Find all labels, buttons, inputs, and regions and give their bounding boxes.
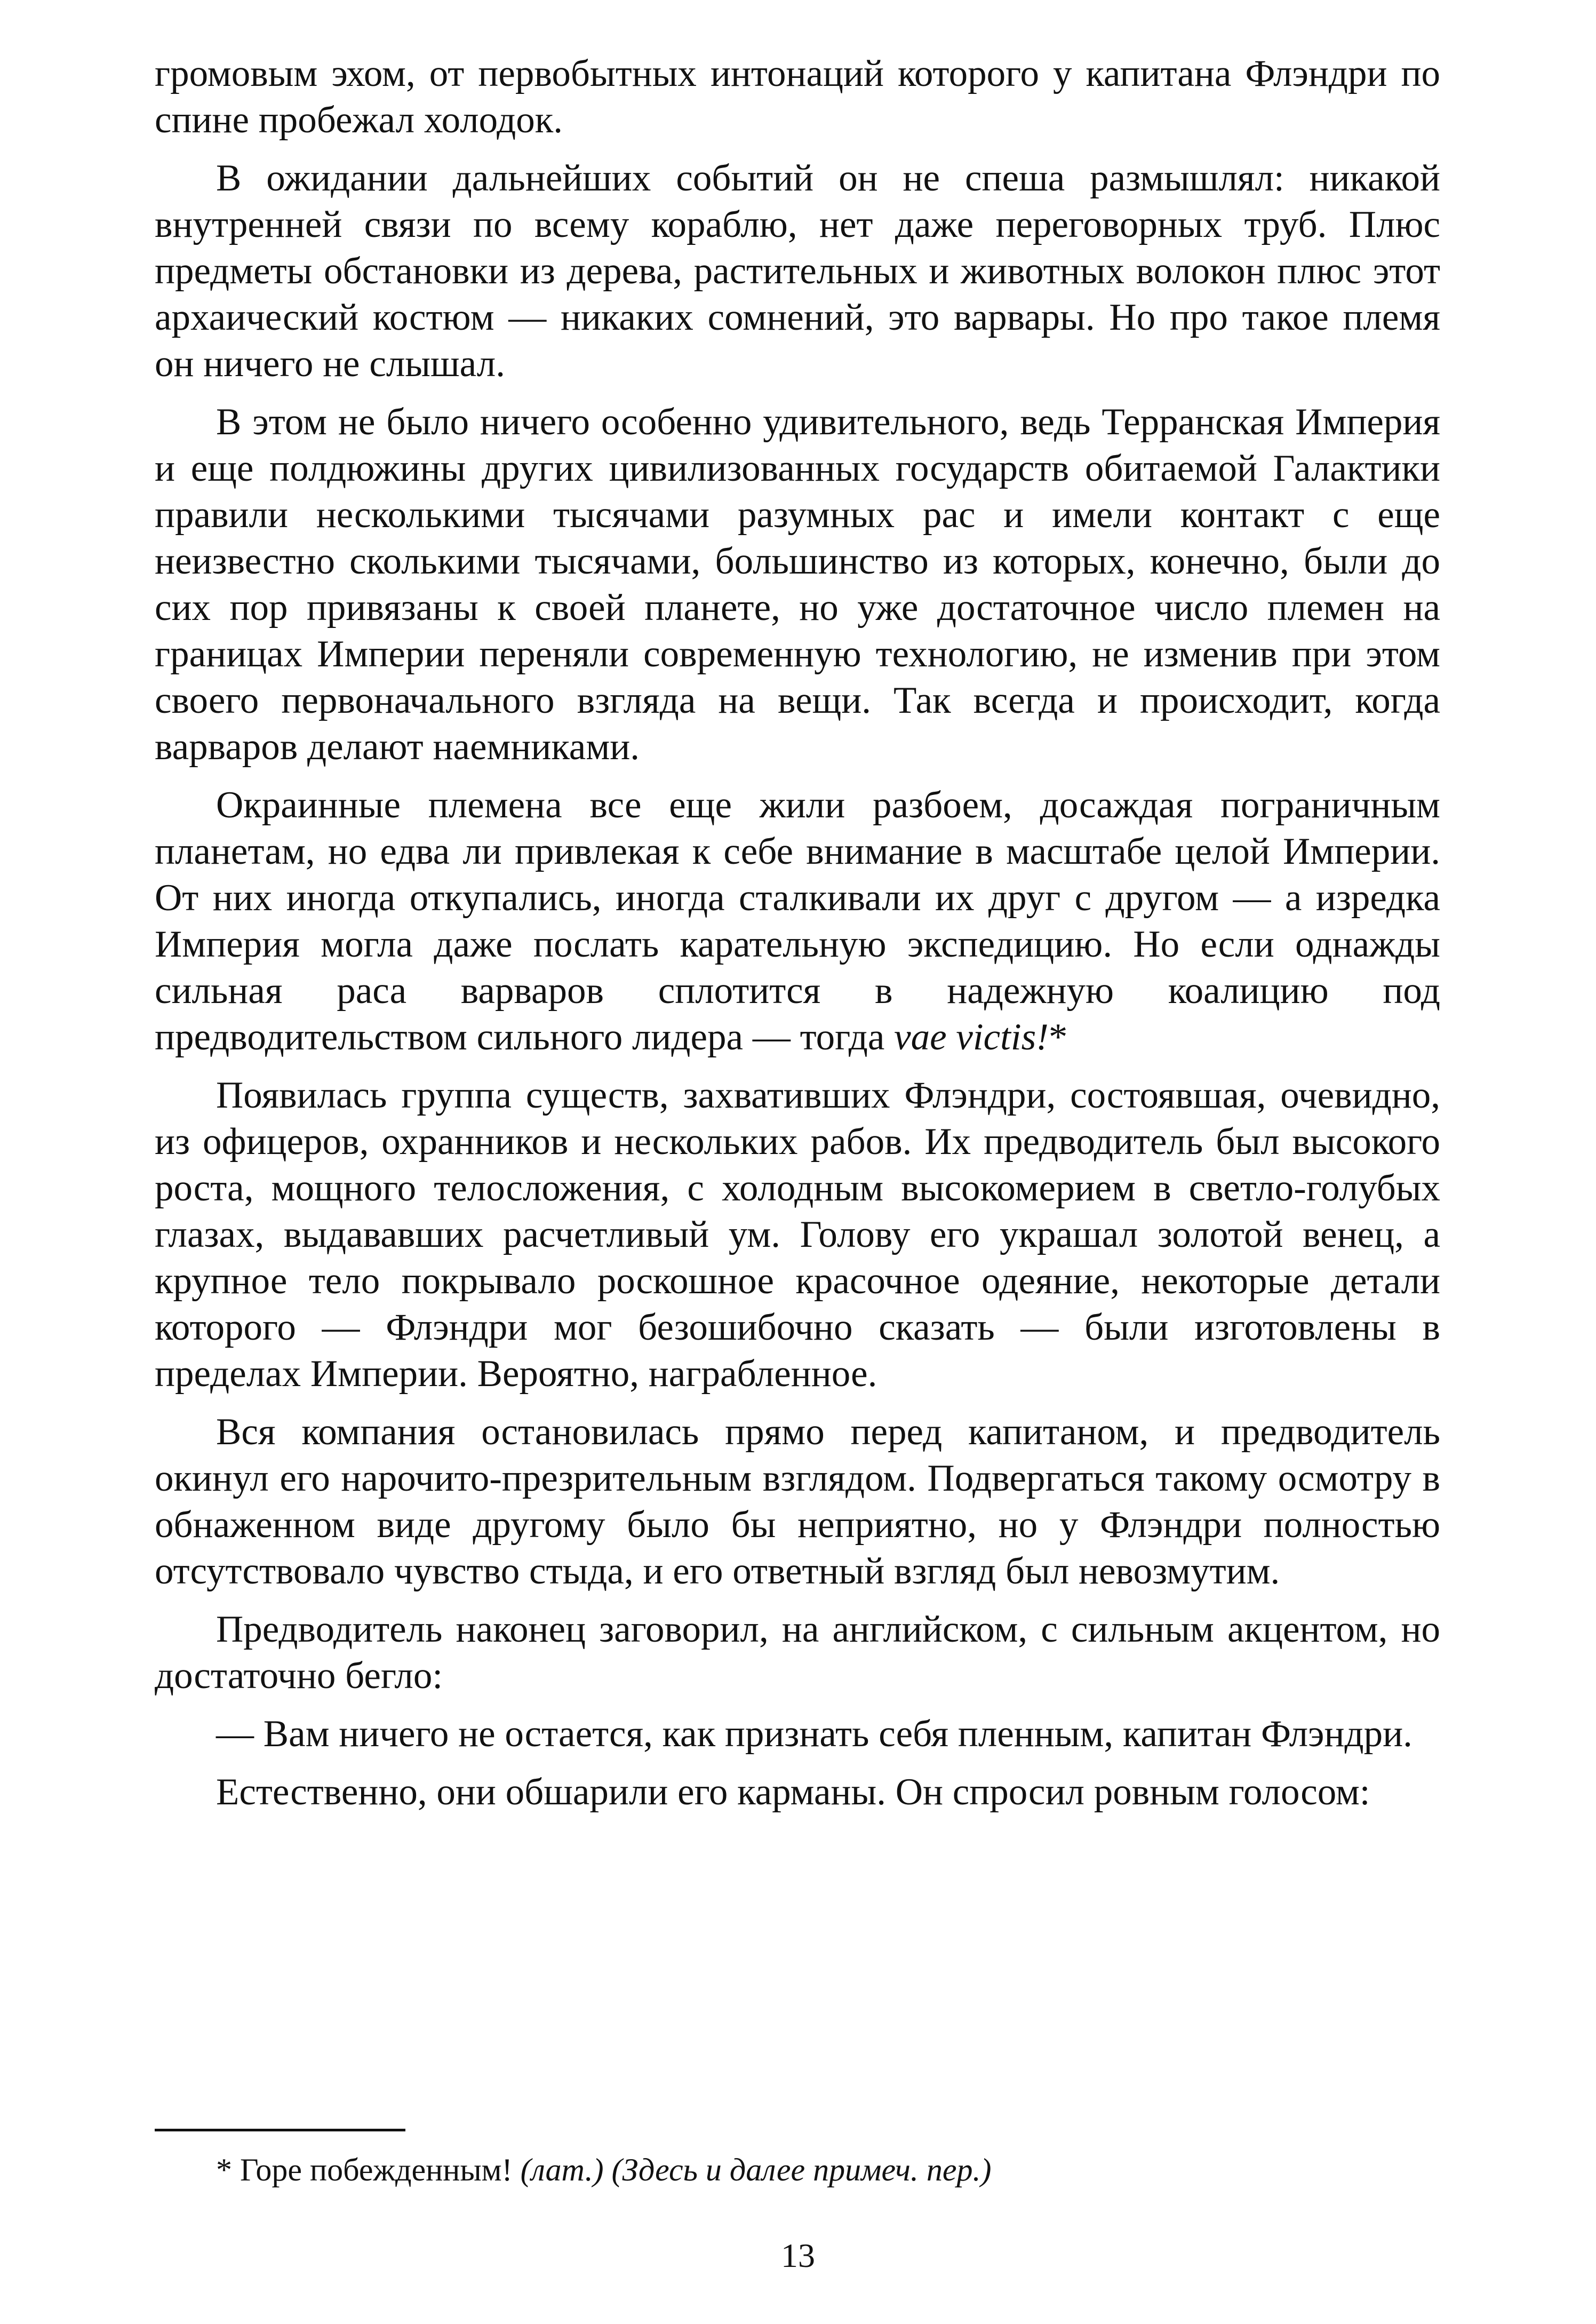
footnote-marker: *	[216, 2152, 232, 2187]
paragraph-2	[155, 155, 1440, 387]
paragraph-7	[155, 1606, 1440, 1699]
paragraph-1	[155, 51, 1440, 144]
footnote-text: Горе побежденным!	[232, 2152, 521, 2187]
paragraph-8	[155, 1711, 1440, 1757]
paragraph-6	[155, 1409, 1440, 1595]
page-body	[155, 51, 1440, 1827]
page-number: 13	[781, 2237, 815, 2274]
footnote-divider	[155, 2129, 405, 2131]
paragraph-4-text: Окраинные племена все еще жили разбоем, досаждая пограничным планетам, но едва ли привлекая к себе внимание в масштабе целой Империи. От них иногда откупались, иногда сталкивали их друг с другом — а изредка Империя могла даже послать карательную экспедицию. Но если однажды сильная раса варваров сплотится в надежную коалицию под предводительством сильного лидера — тогда	[155, 784, 1440, 1058]
footnote-italic: (лат.) (Здесь и далее примеч. пер.)	[520, 2152, 992, 2187]
paragraph-8-text: — Вам ничего не остается, как признать себя пленным, капитан Флэндри.	[216, 1713, 1413, 1755]
paragraph-5-text: Появилась группа существ, захвативших Флэндри, состоявшая, очевидно, из офицеров, охранников и нескольких рабов. Их предводитель был высокого роста, мощного телосложения, с холодным высокомерием в светло-голубых глазах, выдававших расчетливый ум. Голову его украшал золотой венец, а крупное тело покрывало роскошное красочное одеяние, некоторые детали которого — Флэндри мог безошибочно сказать — были изготовлены в пределах Империи. Вероятно, награбленное.	[155, 1075, 1440, 1395]
paragraph-2-text: В ожидании дальнейших событий он не спеша размышлял: никакой внутренней связи по всему кораблю, нет даже переговорных труб. Плюс предметы обстановки из дерева, растительных и животных волокон плюс этот архаический костюм — никаких сомнений, это варвары. Но про такое племя он ничего не слышал.	[155, 157, 1440, 385]
paragraph-9-text: Естественно, они обшарили его карманы. Он спросил ровным голосом:	[216, 1771, 1370, 1813]
paragraph-4	[155, 782, 1440, 1061]
footnote-marker-ref: *	[1048, 1016, 1068, 1058]
paragraph-6-text: Вся компания остановилась прямо перед капитаном, и предводитель окинул его нарочито-презрительным взглядом. Подвергаться такому осмотру в обнаженном виде другому было бы неприятно, но у Флэндри полностью отсутствовало чувство стыда, и его ответный взгляд был невозмутим.	[155, 1411, 1440, 1592]
latin-phrase: vae victis!	[894, 1016, 1049, 1058]
paragraph-5	[155, 1072, 1440, 1397]
footnote	[216, 2150, 1443, 2190]
paragraph-3	[155, 399, 1440, 770]
paragraph-9	[155, 1769, 1440, 1816]
paragraph-7-text: Предводитель наконец заговорил, на английском, с сильным акцентом, но достаточно бегло:	[155, 1609, 1440, 1697]
paragraph-1-text: громовым эхом, от первобытных интонаций которого у капитана Флэндри по спине пробежал холодок.	[155, 53, 1440, 141]
paragraph-3-text: В этом не было ничего особенно удивительного, ведь Терранская Империя и еще полдюжины других цивилизованных государств обитаемой Галактики правили несколькими тысячами разумных рас и имели контакт с еще неизвестно сколькими тысячами, большинство из которых, конечно, были до сих пор привязаны к своей планете, но уже достаточное число племен на границах Империи переняли современную технологию, не изменив при этом своего первоначального взгляда на вещи. Так всегда и происходит, когда варваров делают наемниками.	[155, 401, 1440, 768]
